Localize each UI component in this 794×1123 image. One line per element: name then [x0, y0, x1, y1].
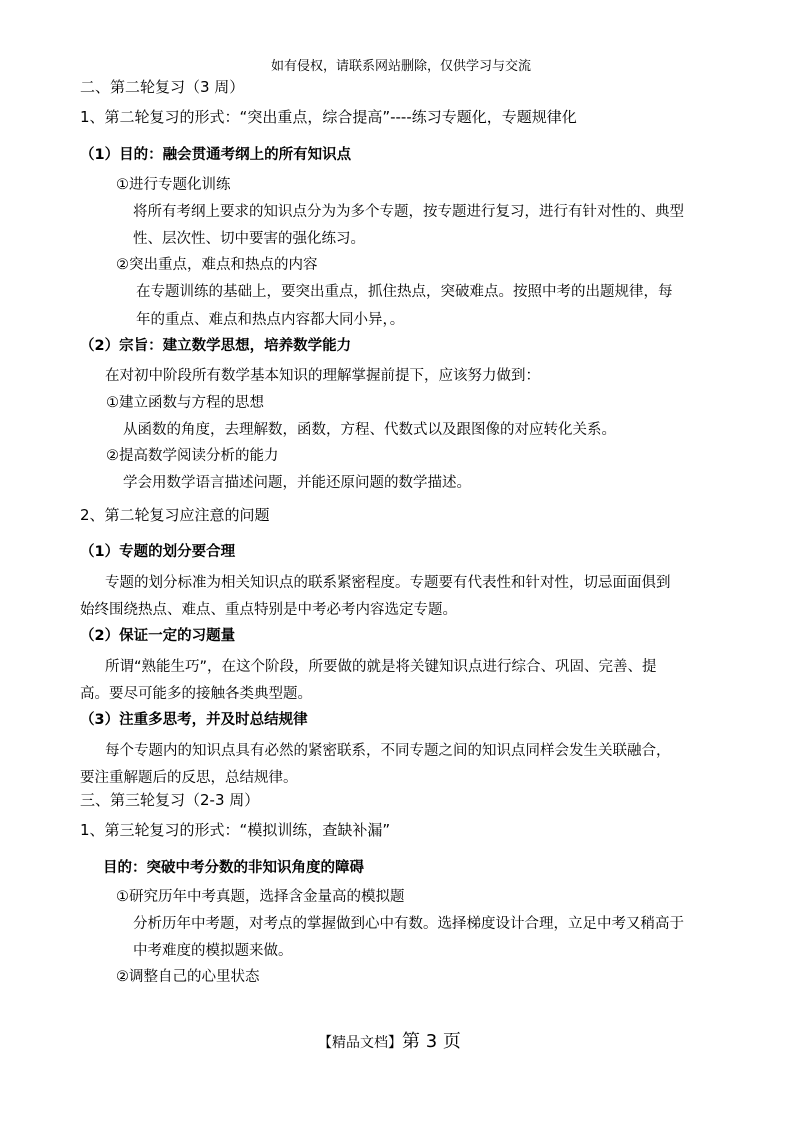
section-3-1-title: 1、第三轮复习的形式：“模拟训练，查缺补漏”: [80, 821, 391, 839]
aim-point-2-text: 学会用数学语言描述问题，并能还原问题的数学描述。: [123, 475, 471, 491]
footer-tag: 【精品文档】: [318, 1035, 402, 1051]
issue-3-text-line-2: 要注重解题后的反思，总结规律。: [80, 770, 298, 786]
page-number: 第 3 页: [402, 1031, 461, 1052]
issue-2-heading: （2）保证一定的习题量: [80, 628, 236, 644]
issue-2-text-line-1: 所谓“熟能生巧”，在这个阶段，所要做的就是将关键知识点进行综合、巩固、完善、提: [105, 659, 657, 675]
aim-point-2-heading: ②提高数学阅读分析的能力: [106, 448, 279, 464]
point-1-heading: ①进行专题化训练: [116, 177, 231, 193]
issue-1-heading: （1）专题的划分要合理: [80, 544, 236, 560]
page-footer: [318, 1033, 461, 1051]
copyright-notice: 如有侵权，请联系网站删除，仅供学习与交流: [271, 59, 532, 74]
issue-3-text-line-1: 每个专题内的知识点具有必然的紧密联系，不同专题之间的知识点同样会发生关联融合，: [105, 743, 671, 759]
point-2-text-line-1: 在专题训练的基础上，要突出重点，抓住热点，突破难点。按照中考的出题规律，每: [136, 284, 673, 300]
point-2-text-line-2: 年的重点、难点和热点内容都大同小异，。: [136, 312, 405, 328]
issue-2-text-line-2: 高。要尽可能多的接触各类典型题。: [80, 686, 312, 702]
point-1-text-line-1: 将所有考纲上要求的知识点分为为多个专题，按专题进行复习，进行有针对性的、典型: [133, 204, 684, 220]
section-3-point-1-text-line-1: 分析历年中考题，对考点的掌握做到心中有数。选择梯度设计合理，立足中考又稍高于: [133, 916, 684, 932]
point-2-heading: ②突出重点，难点和热点的内容: [116, 257, 318, 273]
section-3-point-1-heading: ①研究历年中考真题，选择含金量高的模拟题: [116, 889, 405, 905]
section-2-2-title: 2、第二轮复习应注意的问题: [80, 506, 270, 524]
section-3-point-1-text-line-2: 中考难度的模拟题来做。: [133, 943, 293, 959]
section-3-point-2-heading: ②调整自己的心里状态: [116, 969, 260, 985]
section-2-title: 二、第二轮复习（3 周）: [80, 78, 245, 96]
section-3-title: 三、第三轮复习（2-3 周）: [80, 791, 260, 809]
issue-3-heading: （3）注重多思考，并及时总结规律: [80, 712, 308, 728]
aim-intro: 在对初中阶段所有数学基本知识的理解掌握前提下，应该努力做到：: [105, 368, 540, 384]
aim-heading: （2）宗旨：建立数学思想，培养数学能力: [80, 338, 352, 354]
issue-1-text-line-1: 专题的划分标准为相关知识点的联系紧密程度。专题要有代表性和针对性，切忌面面俱到: [105, 575, 671, 591]
aim-point-1-text: 从函数的角度，去理解数，函数，方程、代数式以及跟图像的对应转化关系。: [123, 422, 616, 438]
point-1-text-line-2: 性、层次性、切中要害的强化练习。: [133, 231, 365, 247]
aim-point-1-heading: ①建立函数与方程的思想: [106, 395, 264, 411]
issue-1-text-line-2: 始终围绕热点、难点、重点特别是中考必考内容选定专题。: [80, 602, 457, 618]
goal-heading: （1）目的：融会贯通考纲上的所有知识点: [80, 147, 352, 163]
section-3-goal-heading: 目的：突破中考分数的非知识角度的障碍: [103, 860, 364, 876]
section-2-1-title: 1、第二轮复习的形式：“突出重点，综合提高”----练习专题化，专题规律化: [80, 108, 577, 126]
